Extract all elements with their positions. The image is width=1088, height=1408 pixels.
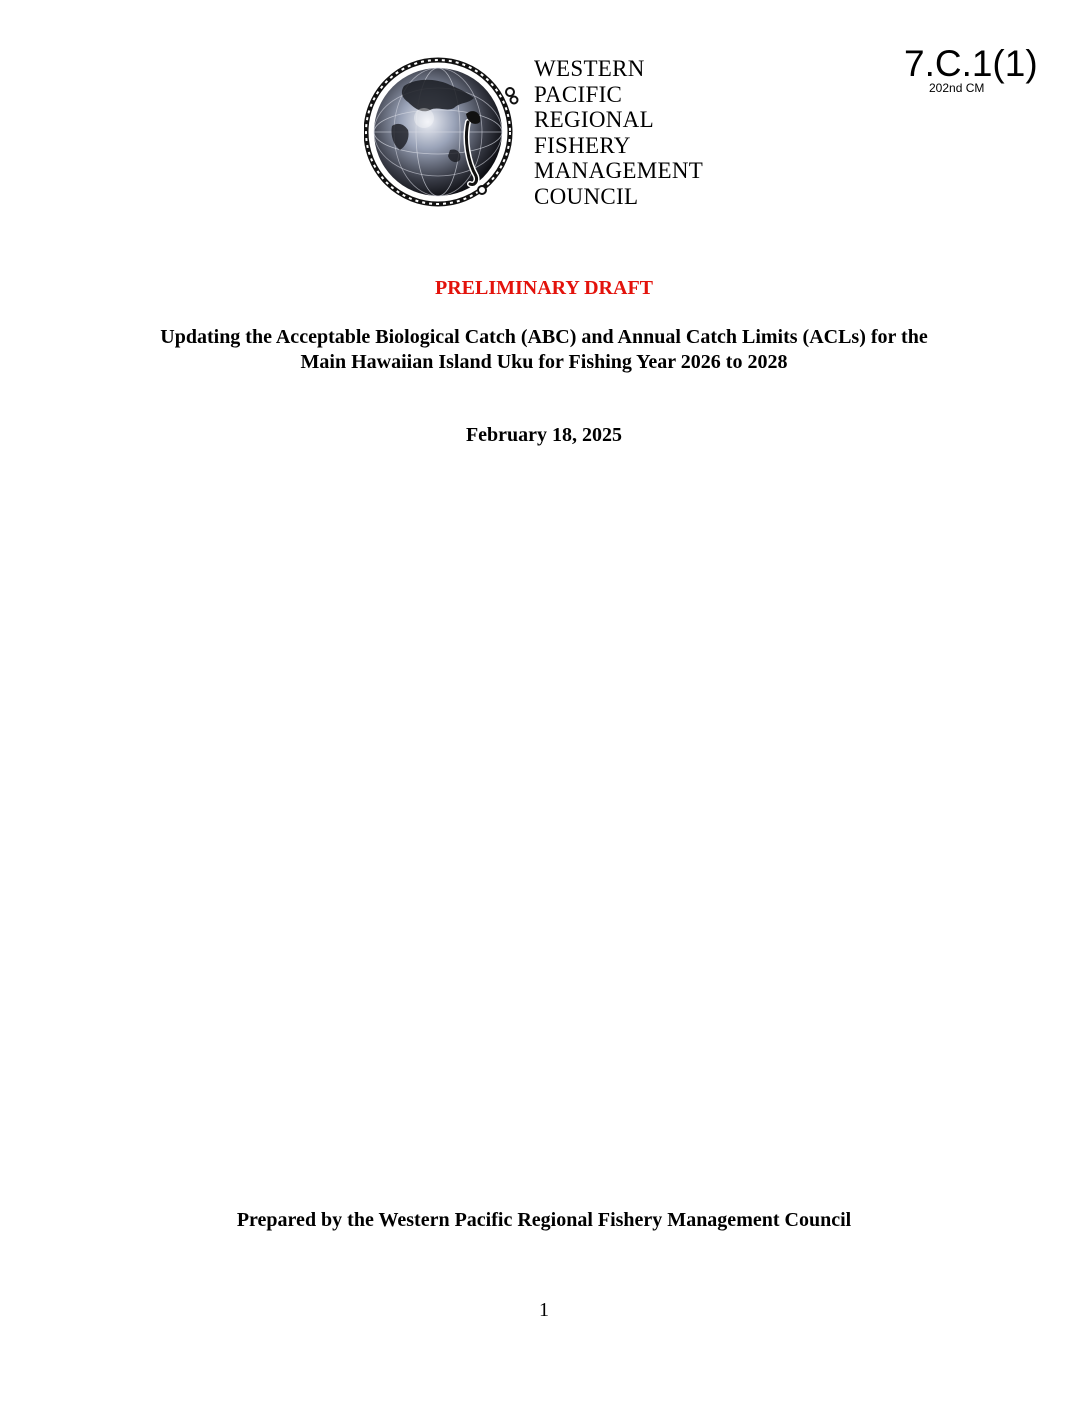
org-name-line: REGIONAL — [534, 107, 654, 132]
org-name-line: PACIFIC — [534, 81, 623, 107]
page-number: 1 — [539, 1299, 549, 1321]
document-title-line-1: Updating the Acceptable Biological Catch (ABC) and Annual Catch Limits (ACLs) for the — [160, 326, 928, 348]
prepared-by: Prepared by the Western Pacific Regional Fishery Management Council — [236, 1209, 852, 1231]
document-code: 7.C.1(1) — [904, 43, 1038, 84]
draft-status: PRELIMINARY DRAFT — [435, 277, 653, 299]
document-meeting-label: 202nd CM — [929, 81, 985, 95]
globe-logo-icon — [364, 52, 520, 212]
org-name-line: MANAGEMENT — [534, 158, 704, 183]
org-name-line: WESTERN — [534, 56, 645, 81]
org-name-line: FISHERY — [534, 132, 631, 158]
org-name — [534, 56, 703, 209]
document-title-line-2: Main Hawaiian Island Uku for Fishing Year 2026 to 2028 — [300, 351, 788, 373]
org-name-line: COUNCIL — [534, 183, 639, 209]
document-date: February 18, 2025 — [465, 424, 623, 446]
